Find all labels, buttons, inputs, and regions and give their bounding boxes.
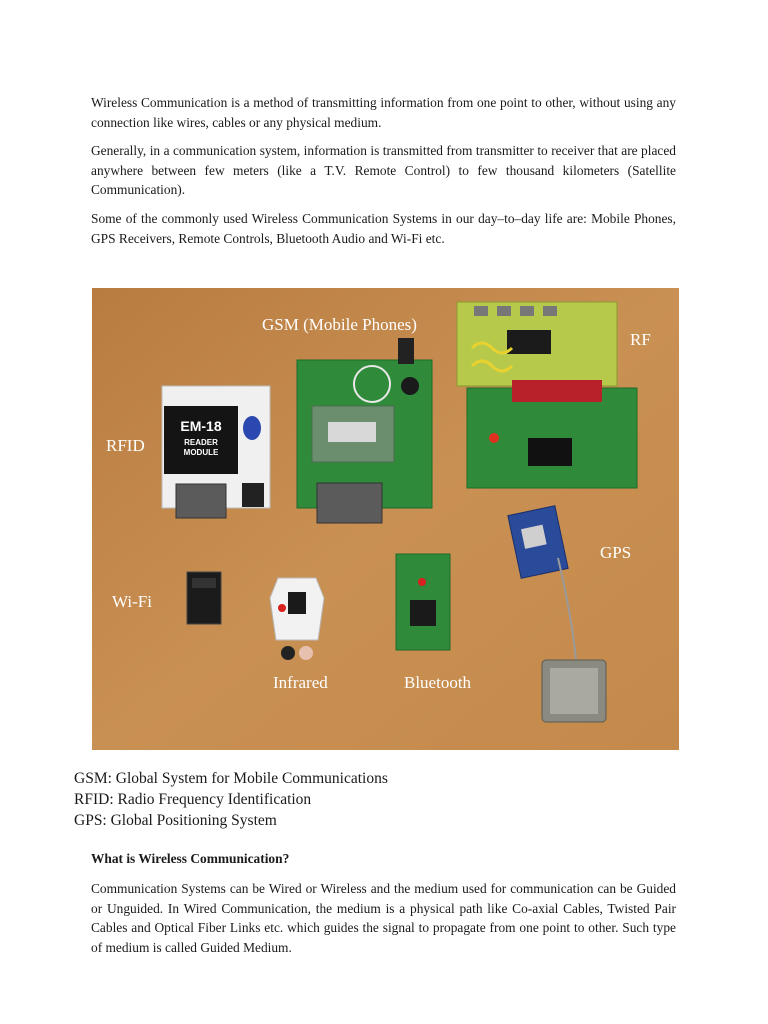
- label-wifi: Wi-Fi: [112, 592, 152, 611]
- label-rf: RF: [630, 330, 651, 349]
- label-gsm: GSM (Mobile Phones): [262, 315, 417, 334]
- intro-paragraph-2: Generally, in a communication system, information is transmitted from transmitter to receiver that are placed anywhere between few meters (like a T.V. Remote Control) to few thousand kilometers (Satellite Communication).: [91, 143, 676, 197]
- em18-sub2: MODULE: [183, 448, 219, 457]
- abbreviation-gps: GPS: Global Positioning System: [74, 812, 277, 829]
- rfid-module: [162, 386, 270, 518]
- gsm-module: [297, 338, 432, 523]
- section-body: Communication Systems can be Wired or Wireless and the medium used for communication can be Guided or Unguided. In Wired Communication, the medium is a physical path like Co-axial Cables, Twisted Pair Cables and Optical Fiber Links etc. which guides the signal to propagate from one point to other. Such type of medium is called Guided Medium.: [91, 881, 676, 955]
- em18-sub1: READER: [184, 438, 218, 447]
- abbreviation-gsm: GSM: Global System for Mobile Communications: [74, 770, 388, 787]
- label-infrared: Infrared: [273, 673, 328, 692]
- label-rfid: RFID: [106, 436, 145, 455]
- section-heading: What is Wireless Communication?: [91, 851, 290, 866]
- abbreviation-rfid: RFID: Radio Frequency Identification: [74, 791, 312, 808]
- em18-title: EM-18: [180, 418, 222, 434]
- intro-paragraph-1: Wireless Communication is a method of transmitting information from one point to other, without using any connection like wires, cables or any physical medium.: [91, 95, 676, 130]
- label-gps: GPS: [600, 543, 632, 562]
- rf-module: [457, 302, 637, 488]
- wifi-module: [187, 572, 221, 624]
- intro-paragraph-3: Some of the commonly used Wireless Communication Systems in our day–to–day life are: Mobile Phones, GPS Receivers, Remote Controls, Bluetooth Audio and Wi-Fi etc.: [91, 211, 676, 246]
- wireless-modules-photo: [92, 288, 679, 750]
- bluetooth-module: [396, 554, 450, 650]
- label-bluetooth: Bluetooth: [404, 673, 472, 692]
